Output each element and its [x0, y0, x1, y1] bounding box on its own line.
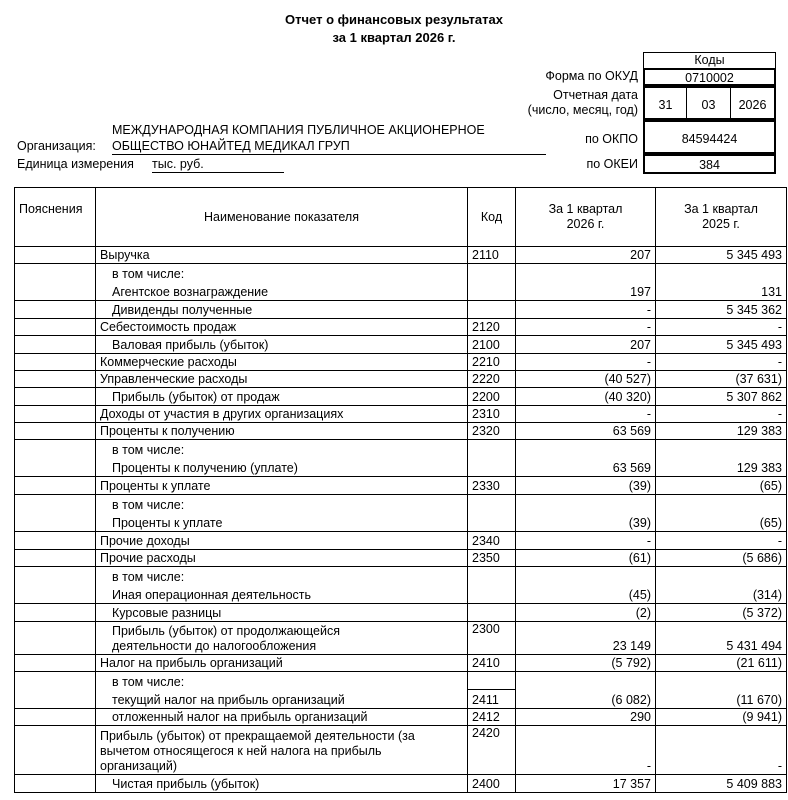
okpo-label: по ОКПО [585, 132, 638, 146]
notes-cell [15, 604, 96, 622]
indicator-name: Проценты к уплате [96, 477, 468, 495]
indicator-code [468, 301, 516, 319]
value-current [516, 440, 656, 458]
org-name-line2: ОБЩЕСТВО ЮНАЙТЕД МЕДИКАЛ ГРУП [112, 139, 546, 155]
indicator-code [468, 282, 516, 301]
notes-cell [15, 567, 96, 585]
value-current: (39) [516, 513, 656, 532]
indicator-code: 2350 [468, 550, 516, 567]
table-row [15, 301, 787, 319]
notes-cell [15, 336, 96, 354]
indicator-name: Прочие доходы [96, 532, 468, 550]
col-name-header: Наименование показателя [96, 188, 468, 247]
value-previous: - [656, 354, 787, 371]
indicator-name: в том числе: [96, 264, 468, 282]
value-previous: - [656, 406, 787, 423]
indicator-code: 2412 [468, 709, 516, 726]
indicator-code: 2320 [468, 423, 516, 440]
value-current: - [516, 319, 656, 336]
notes-cell [15, 775, 96, 793]
value-previous [656, 672, 787, 690]
indicator-name: Агентское вознаграждение [96, 282, 468, 301]
value-current: 290 [516, 709, 656, 726]
value-current: (5 792) [516, 655, 656, 672]
value-previous [656, 440, 787, 458]
indicator-name [96, 622, 468, 655]
table-row [15, 495, 787, 513]
notes-cell [15, 247, 96, 264]
unit-label: Единица измерения [17, 157, 134, 171]
value-previous: (21 611) [656, 655, 787, 672]
indicator-name: в том числе: [96, 440, 468, 458]
table-header-row [15, 188, 787, 247]
notes-cell [15, 440, 96, 458]
value-current: - [516, 532, 656, 550]
value-previous: - [656, 319, 787, 336]
table-row [15, 319, 787, 336]
table-row [15, 672, 787, 690]
value-previous: 129 383 [656, 423, 787, 440]
indicator-name: в том числе: [96, 672, 468, 690]
col-previous-header [656, 188, 787, 247]
table-row [15, 388, 787, 406]
table-row [15, 264, 787, 282]
date-month: 03 [686, 86, 731, 120]
value-current [516, 264, 656, 282]
notes-cell [15, 477, 96, 495]
indicator-code [468, 604, 516, 622]
value-previous: (65) [656, 513, 787, 532]
org-label: Организация: [17, 139, 96, 153]
value-previous: (11 670) [656, 690, 787, 709]
value-current: (2) [516, 604, 656, 622]
table-row [15, 354, 787, 371]
indicator-name: отложенный налог на прибыль организаций [96, 709, 468, 726]
value-previous: 5 345 493 [656, 336, 787, 354]
indicator-name: Проценты к получению (уплате) [96, 458, 468, 477]
indicator-name-line: вычетом относящегося к ней налога на прибыль [100, 744, 382, 758]
indicator-name: Налог на прибыль организаций [96, 655, 468, 672]
table-row [15, 567, 787, 585]
indicator-code: 2210 [468, 354, 516, 371]
value-current [516, 495, 656, 513]
okpo-value: 84594424 [643, 120, 776, 154]
notes-cell [15, 585, 96, 604]
indicator-code: 2330 [468, 477, 516, 495]
indicator-code: 2411 [468, 690, 516, 709]
col-code-header: Код [468, 188, 516, 247]
value-previous: (37 631) [656, 371, 787, 388]
indicator-code [468, 458, 516, 477]
report-period: за 1 квартал 2026 г. [332, 30, 456, 45]
okei-value: 384 [643, 154, 776, 174]
indicator-code [468, 440, 516, 458]
indicator-name: Дивиденды полученные [96, 301, 468, 319]
indicator-code [468, 585, 516, 604]
notes-cell [15, 550, 96, 567]
value-current: (45) [516, 585, 656, 604]
value-current: 63 569 [516, 423, 656, 440]
notes-cell [15, 423, 96, 440]
value-current: (40 320) [516, 388, 656, 406]
indicator-name-line: Прибыль (убыток) от продолжающейся [112, 624, 341, 638]
indicator-code: 2100 [468, 336, 516, 354]
indicator-name-line: Прибыль (убыток) от прекращаемой деятельности (за [100, 729, 415, 743]
value-current: 17 357 [516, 775, 656, 793]
value-previous: - [656, 726, 787, 775]
okei-label: по ОКЕИ [586, 157, 638, 171]
indicator-name: Проценты к уплате [96, 513, 468, 532]
notes-cell [15, 495, 96, 513]
notes-cell [15, 726, 96, 775]
value-previous: - [656, 532, 787, 550]
date-day: 31 [643, 86, 687, 120]
org-name-line1: МЕЖДУНАРОДНАЯ КОМПАНИЯ ПУБЛИЧНОЕ АКЦИОНЕРНОЕ [112, 123, 485, 137]
value-current: 197 [516, 282, 656, 301]
date-label-hint: (число, месяц, год) [527, 103, 638, 117]
col-previous-header-line1: За 1 квартал [684, 202, 758, 216]
okud-label: Форма по ОКУД [545, 69, 638, 83]
col-notes-header: Пояснения [15, 188, 96, 247]
indicator-code: 2410 [468, 655, 516, 672]
notes-cell [15, 532, 96, 550]
indicator-name: Курсовые разницы [96, 604, 468, 622]
indicator-code [468, 567, 516, 585]
col-previous-header-line2: 2025 г. [702, 217, 740, 231]
table-row [15, 690, 787, 709]
indicator-code: 2340 [468, 532, 516, 550]
value-previous [656, 264, 787, 282]
table-row [15, 336, 787, 354]
notes-cell [15, 282, 96, 301]
indicator-name: Проценты к получению [96, 423, 468, 440]
table-row [15, 655, 787, 672]
table-row [15, 477, 787, 495]
value-previous: 129 383 [656, 458, 787, 477]
unit-value: тыс. руб. [152, 157, 284, 173]
col-current-header [516, 188, 656, 247]
value-current: - [516, 406, 656, 423]
indicator-code [468, 672, 516, 690]
codes-header: Коды [643, 52, 776, 69]
indicator-code: 2110 [468, 247, 516, 264]
date-year: 2026 [730, 86, 776, 120]
indicator-name: Прибыль (убыток) от продаж [96, 388, 468, 406]
notes-cell [15, 709, 96, 726]
table-row [15, 458, 787, 477]
notes-cell [15, 319, 96, 336]
notes-cell [15, 690, 96, 709]
indicator-name: Прочие расходы [96, 550, 468, 567]
value-current: - [516, 354, 656, 371]
indicator-code [468, 495, 516, 513]
indicator-name: в том числе: [96, 567, 468, 585]
table-row [15, 775, 787, 793]
indicator-code: 2300 [468, 622, 516, 655]
value-current [516, 672, 656, 690]
table-row [15, 726, 787, 775]
value-previous: 131 [656, 282, 787, 301]
indicator-code: 2420 [468, 726, 516, 775]
value-previous: (9 941) [656, 709, 787, 726]
table-row [15, 247, 787, 264]
indicator-name-line: деятельности до налогообложения [112, 639, 317, 653]
value-current: - [516, 301, 656, 319]
col-current-header-line1: За 1 квартал [548, 202, 623, 216]
value-current: (40 527) [516, 371, 656, 388]
indicator-code: 2200 [468, 388, 516, 406]
report-title: Отчет о финансовых результатах [285, 12, 503, 27]
indicator-name: в том числе: [96, 495, 468, 513]
indicator-name: Себестоимость продаж [96, 319, 468, 336]
value-previous [656, 567, 787, 585]
table-row [15, 406, 787, 423]
notes-cell [15, 622, 96, 655]
value-previous: 5 431 494 [656, 622, 787, 655]
notes-cell [15, 406, 96, 423]
indicator-name: Доходы от участия в других организациях [96, 406, 468, 423]
value-current: 63 569 [516, 458, 656, 477]
table-row [15, 622, 787, 655]
table-row [15, 440, 787, 458]
indicator-name: Коммерческие расходы [96, 354, 468, 371]
value-current: (61) [516, 550, 656, 567]
table-row [15, 604, 787, 622]
value-previous: 5 345 493 [656, 247, 787, 264]
notes-cell [15, 672, 96, 690]
indicator-name: Выручка [96, 247, 468, 264]
notes-cell [15, 655, 96, 672]
notes-cell [15, 301, 96, 319]
col-current-header-line2: 2026 г. [566, 217, 605, 231]
value-current [516, 567, 656, 585]
indicator-name: Иная операционная деятельность [96, 585, 468, 604]
indicator-code: 2220 [468, 371, 516, 388]
indicator-code: 2310 [468, 406, 516, 423]
indicator-code: 2400 [468, 775, 516, 793]
notes-cell [15, 371, 96, 388]
table-row [15, 513, 787, 532]
value-previous: 5 409 883 [656, 775, 787, 793]
indicator-name-line: организаций) [100, 759, 177, 773]
value-current: (6 082) [516, 690, 656, 709]
okud-value: 0710002 [643, 68, 776, 86]
notes-cell [15, 513, 96, 532]
indicator-name: текущий налог на прибыль организаций [96, 690, 468, 709]
financial-results-table [14, 187, 787, 793]
table-row [15, 423, 787, 440]
indicator-code: 2120 [468, 319, 516, 336]
table-row [15, 585, 787, 604]
value-previous: (5 686) [656, 550, 787, 567]
value-current: 207 [516, 336, 656, 354]
indicator-code [468, 264, 516, 282]
value-previous: 5 345 362 [656, 301, 787, 319]
table-row [15, 709, 787, 726]
indicator-name: Чистая прибыль (убыток) [96, 775, 468, 793]
indicator-name: Управленческие расходы [96, 371, 468, 388]
indicator-name: Валовая прибыль (убыток) [96, 336, 468, 354]
value-previous: (314) [656, 585, 787, 604]
notes-cell [15, 458, 96, 477]
table-row [15, 532, 787, 550]
value-previous [656, 495, 787, 513]
value-current: (39) [516, 477, 656, 495]
value-previous: 5 307 862 [656, 388, 787, 406]
indicator-name [96, 726, 468, 775]
value-current: 23 149 [516, 622, 656, 655]
notes-cell [15, 388, 96, 406]
table-row [15, 371, 787, 388]
notes-cell [15, 354, 96, 371]
value-previous: (5 372) [656, 604, 787, 622]
value-current: 207 [516, 247, 656, 264]
value-current: - [516, 726, 656, 775]
date-label: Отчетная дата [553, 88, 638, 102]
notes-cell [15, 264, 96, 282]
value-previous: (65) [656, 477, 787, 495]
indicator-code [468, 513, 516, 532]
table-row [15, 550, 787, 567]
table-row [15, 282, 787, 301]
